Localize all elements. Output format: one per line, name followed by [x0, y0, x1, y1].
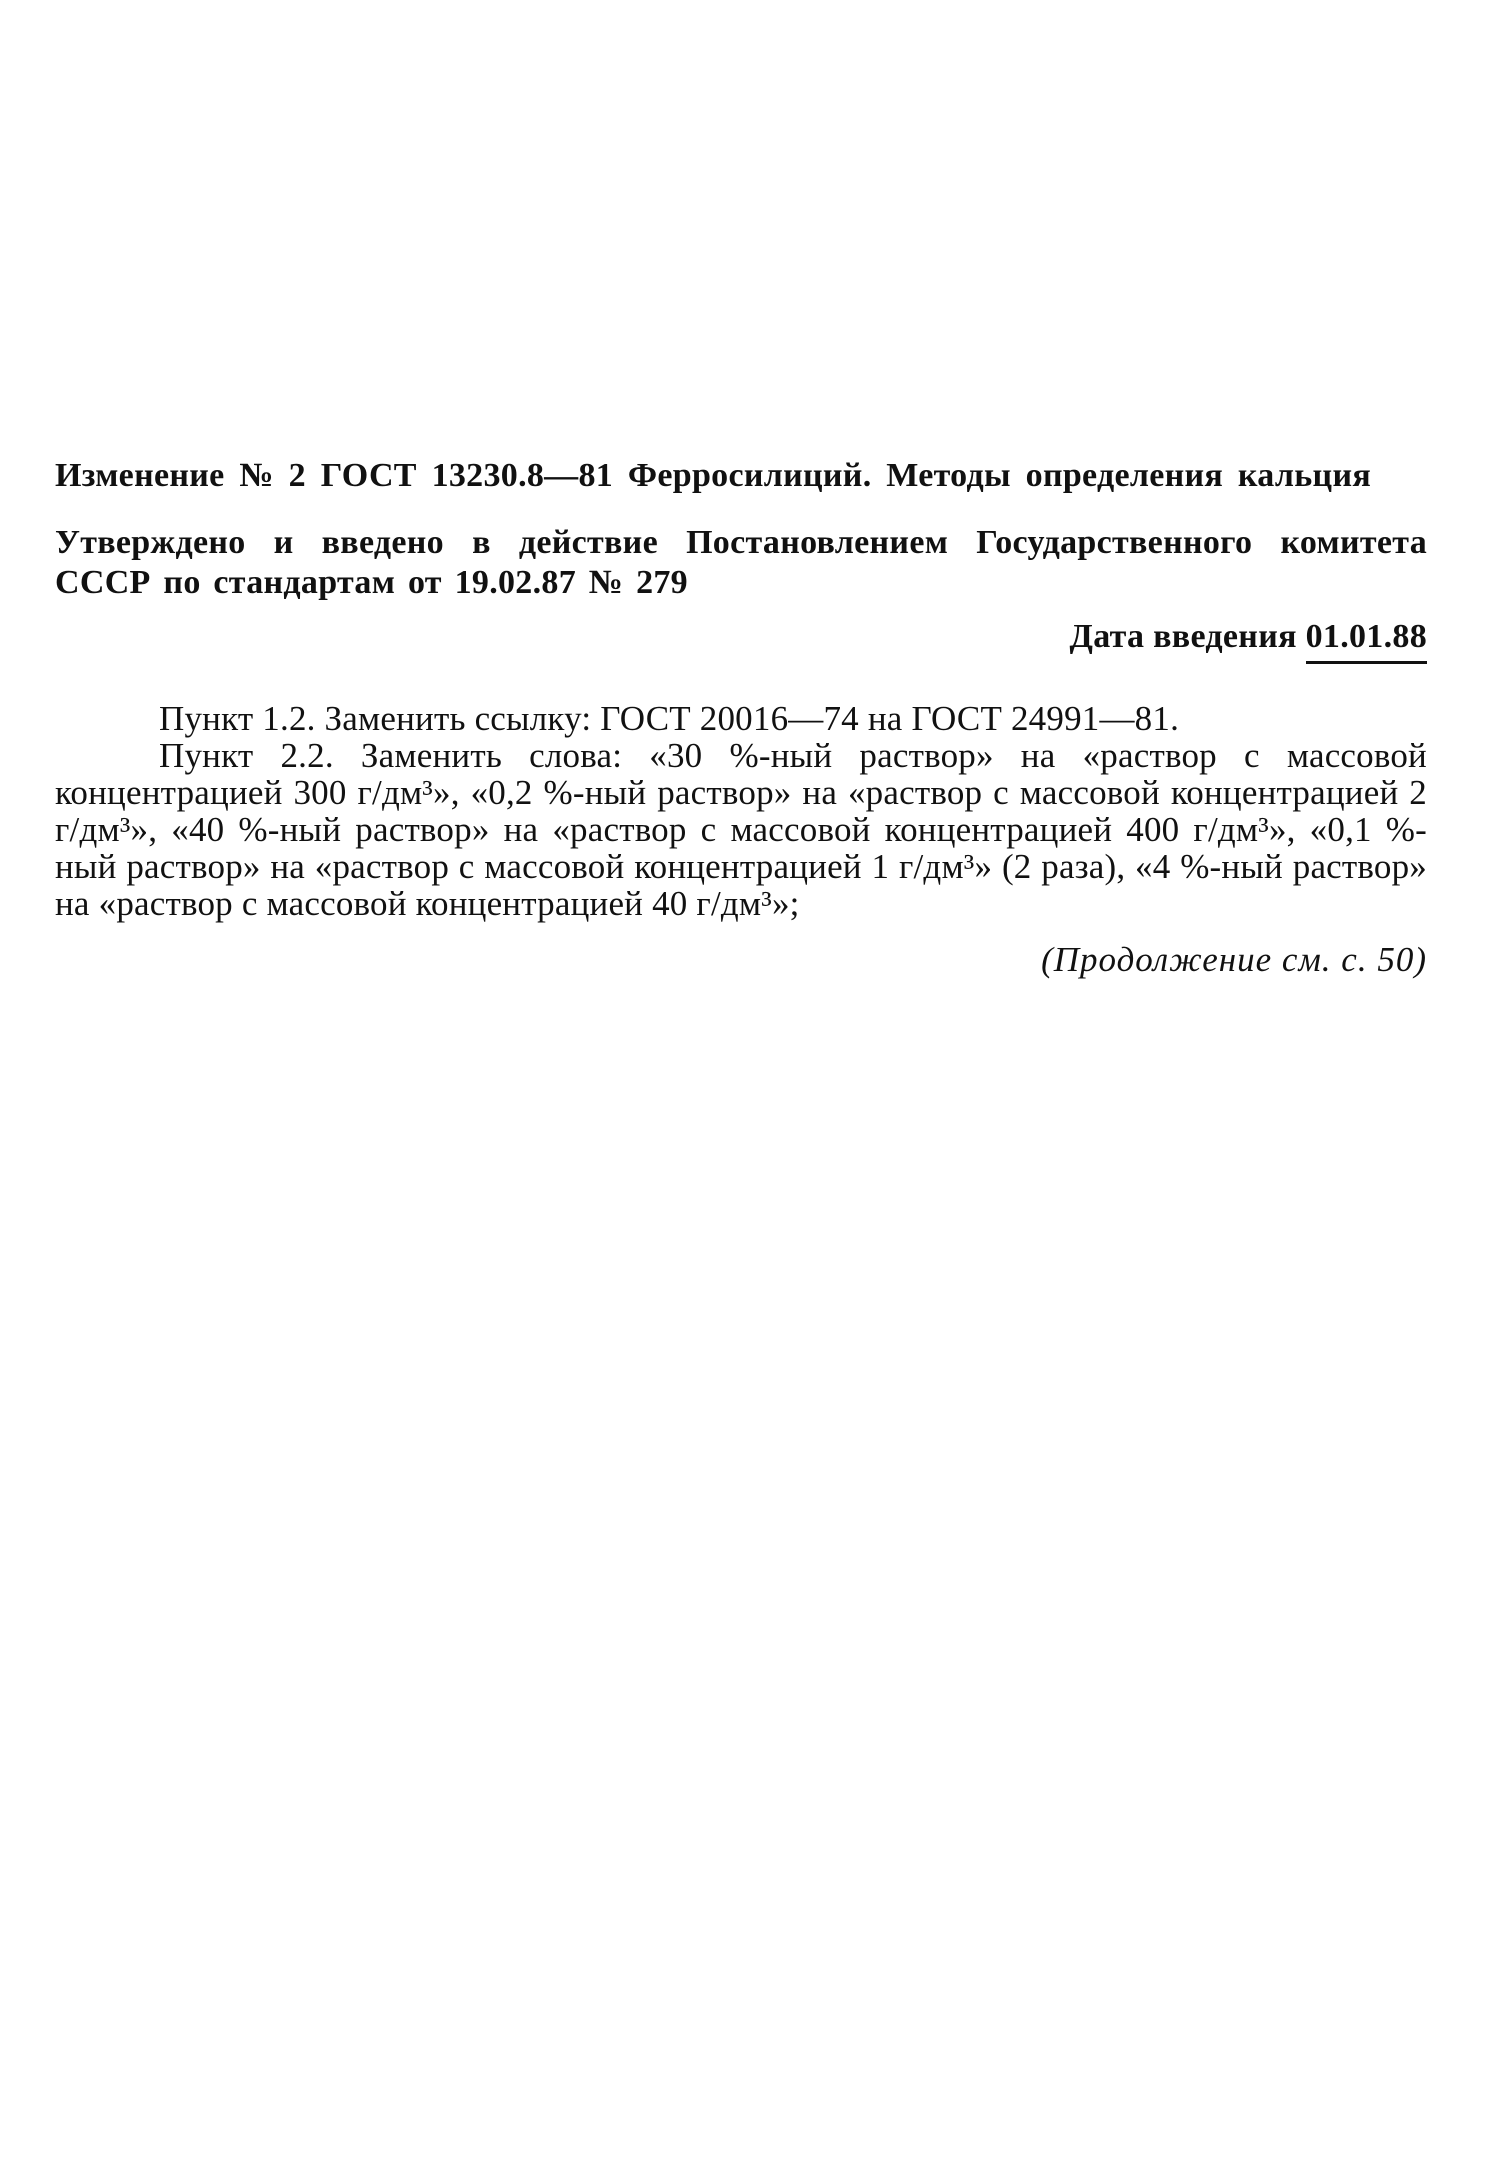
paragraph-item-1-2: Пункт 1.2. Заменить ссылку: ГОСТ 20016—74 на ГОСТ 24991—81. [159, 699, 1180, 738]
document-page [55, 455, 1427, 980]
document-body [55, 700, 1427, 922]
introduction-date-label: Дата введения [1069, 618, 1297, 655]
introduction-date-value: 01.01.88 [1306, 617, 1427, 664]
introduction-date [55, 617, 1427, 664]
approval-statement: Утверждено и введено в действие Постановлением Государственного комитета СССР по стандартам от 19.02.87 № 279 [55, 524, 1427, 601]
paragraph-item-2-2: Пункт 2.2. Заменить слова: «30 %-ный раствор» на «раствор с массовой концентрацией 300 г/дм³», «0,2 %-ный раствор» на «раствор с массовой концентрацией 2 г/дм³», «40 %-ный раствор» на «раствор с массовой концентрацией 400 г/дм³», «0,1 %-ный раствор» на «раствор с массовой концентрацией 1 г/дм³» (2 раза), «4 %-ный раствор» на «раствор с массовой концентрацией 40 г/дм³»; [55, 736, 1427, 923]
continuation-note: (Продолжение см. с. 50) [1041, 940, 1427, 979]
document-title: Изменение № 2 ГОСТ 13230.8—81 Ферросилиций. Методы определения кальция [55, 457, 1372, 494]
